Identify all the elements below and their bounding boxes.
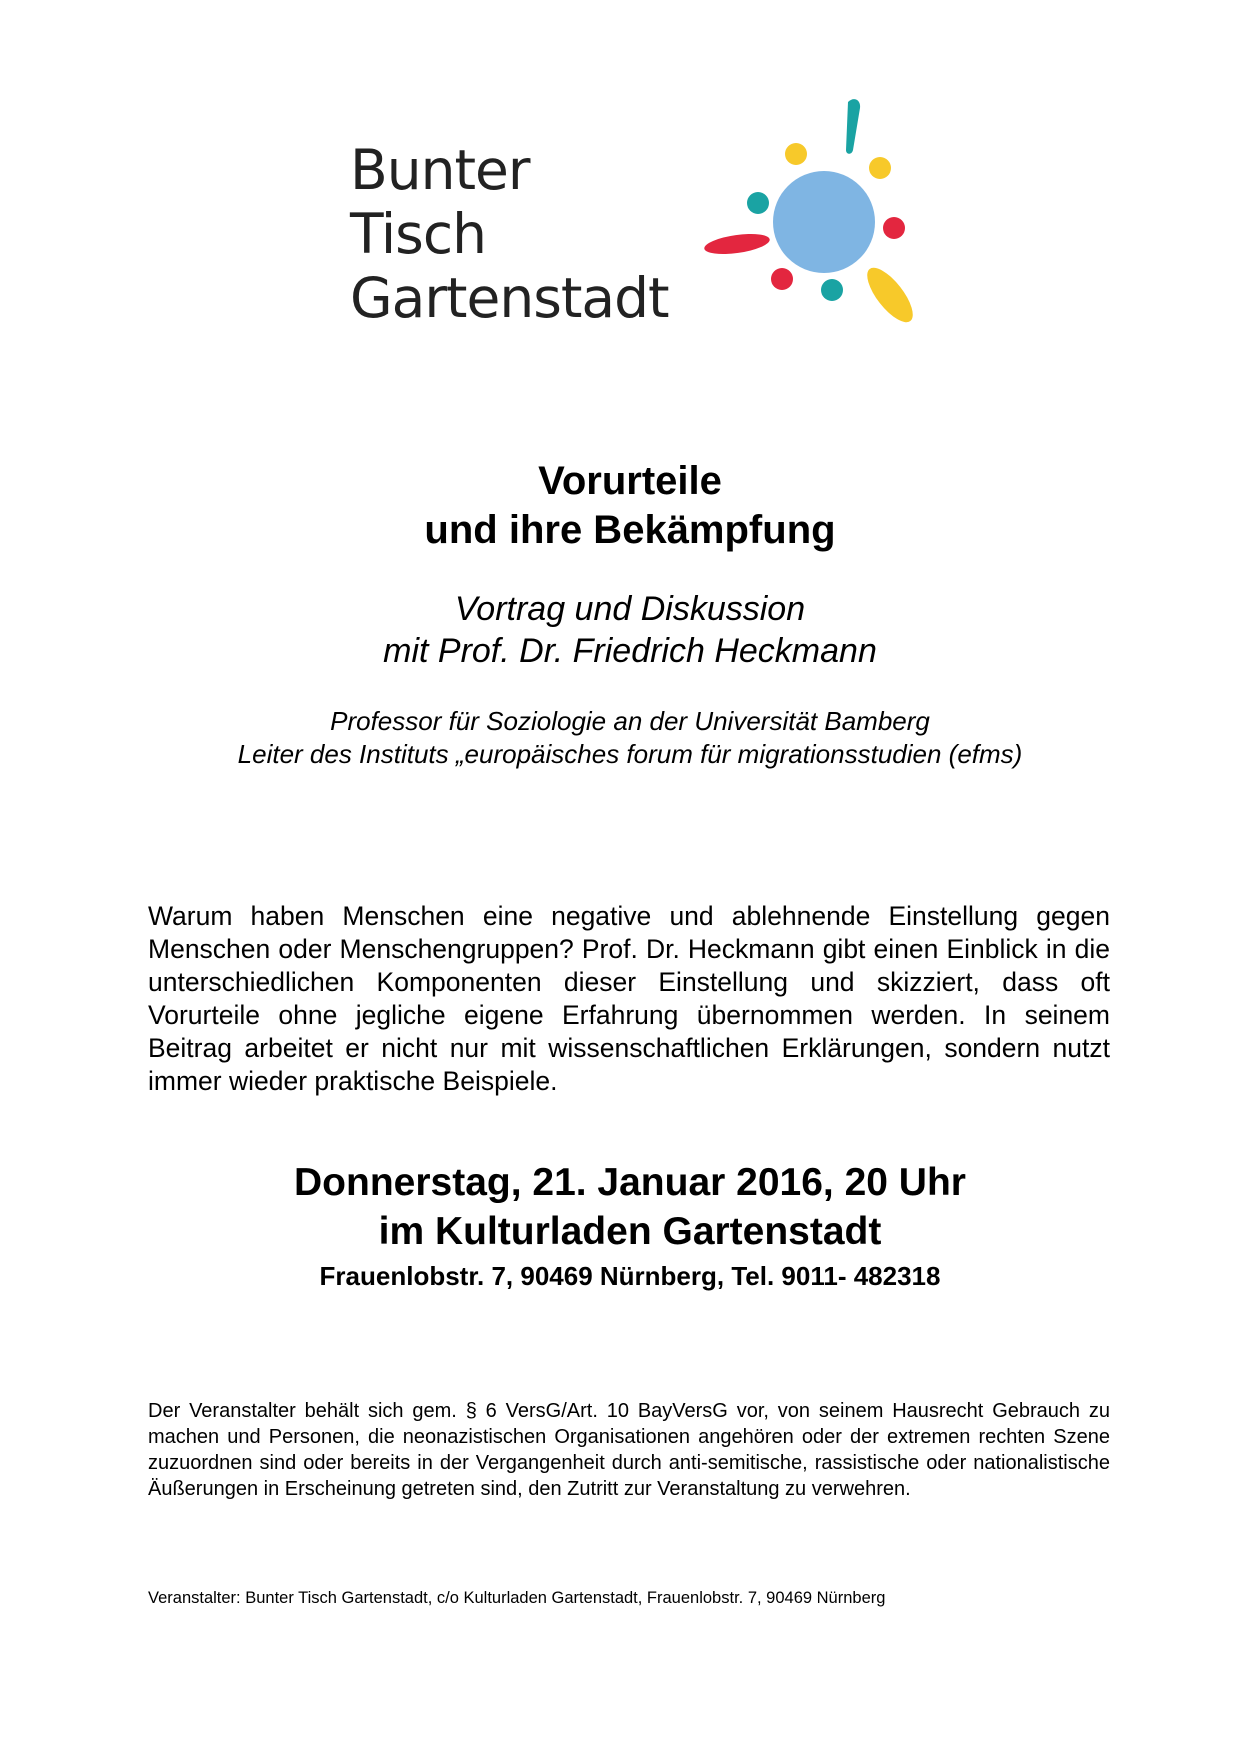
logo-red-dot-bottom [771, 268, 793, 290]
logo-line-2: Gartenstadt [350, 266, 669, 330]
logo-center-circle [773, 171, 875, 273]
logo-yellow-dot-top [785, 143, 807, 165]
logo-yellow-drop [859, 261, 920, 329]
bio-line-2: Leiter des Instituts „europäisches forum für migrationsstudien (efms) [237, 739, 1023, 769]
logo-red-dot-right [883, 217, 905, 239]
legal-disclaimer: Der Veranstalter behält sich gem. § 6 VersG/Art. 10 BayVersG vor, von seinem Hausrecht Gebrauch zu machen und Personen, die neonazistischen Organisationen angehören oder der extremen rechten Szene zuzuordnen sind oder bereits in der Vergangenheit durch anti-semitische, rassistische oder nationalistische Äußerungen in Erscheinung getreten sind, den Zutritt zur Veranstaltung zu verwehren. [148, 1400, 1110, 1500]
event-date-time: Donnerstag, 21. Januar 2016, 20 Uhr [294, 1161, 966, 1204]
logo-red-drop [703, 230, 771, 257]
event-title [0, 457, 1240, 555]
subtitle-line-1: Vortrag und Diskussion [454, 590, 806, 628]
speaker-bio [0, 705, 1240, 771]
sun-logo-icon [700, 92, 925, 332]
event-subtitle [0, 588, 1240, 672]
logo-teal-dot-bottom [821, 279, 843, 301]
logo-teal-dot-left [747, 192, 769, 214]
logo-yellow-dot-right [869, 157, 891, 179]
bio-line-1: Professor für Soziologie an der Universität Bamberg [330, 706, 930, 736]
logo-line-1: Bunter Tisch [350, 138, 530, 266]
organizer-footer: Veranstalter: Bunter Tisch Gartenstadt, c/o Kulturladen Gartenstadt, Frauenlobstr. 7, 90469 Nürnberg [148, 1589, 886, 1607]
logo-teal-drop [846, 99, 860, 154]
title-line-1: Vorurteile [538, 459, 722, 503]
logo-wordmark [350, 138, 670, 330]
event-details [0, 1158, 1240, 1296]
title-line-2: und ihre Bekämpfung [424, 508, 836, 552]
event-address: Frauenlobstr. 7, 90469 Nürnberg, Tel. 9011- 482318 [319, 1261, 941, 1291]
subtitle-line-2: mit Prof. Dr. Friedrich Heckmann [383, 632, 877, 670]
event-venue: im Kulturladen Gartenstadt [378, 1210, 882, 1253]
event-description: Warum haben Menschen eine negative und ablehnende Einstellung gegen Menschen oder Menschengruppen? Prof. Dr. Heckmann gibt einen Einblick in die unterschiedlichen Komponenten dieser Einstellung und skizziert, dass oft Vorurteile ohne jegliche eigene Erfahrung übernommen werden. In seinem Beitrag arbeitet er nicht nur mit wissenschaftlichen Erklärungen, sondern nutzt immer wieder praktische Beispiele. [148, 900, 1110, 1096]
